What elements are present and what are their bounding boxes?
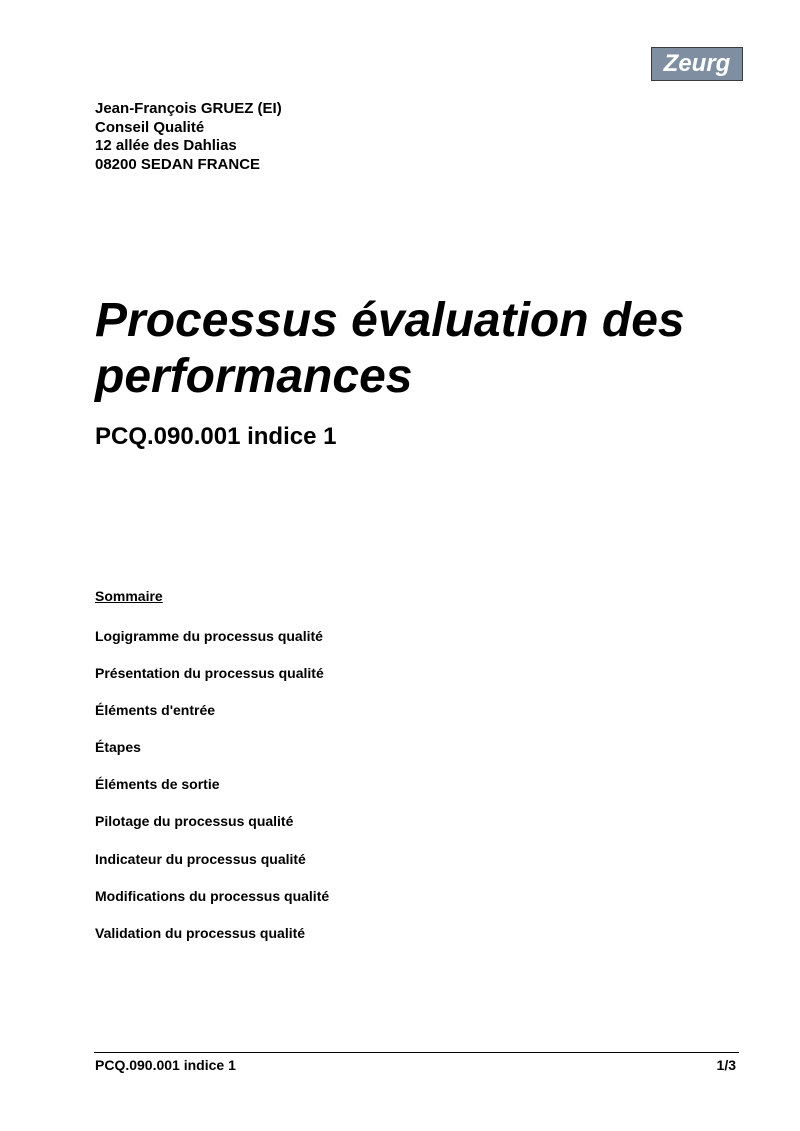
author-street: 12 allée des Dahlias [95,137,237,154]
toc-item-presentation: Présentation du processus qualité [95,665,324,682]
footer-divider [94,1052,739,1053]
page-number: 1/3 [716,1057,736,1073]
author-city: 08200 SEDAN FRANCE [95,155,261,173]
toc-item-etapes: Étapes [95,739,141,756]
toc-item-elements-entree: Éléments d'entrée [95,702,216,719]
footer-reference: PCQ.090.001 indice 1 [95,1057,236,1073]
document-reference: PCQ.090.001 indice 1 [95,423,337,450]
document-title: Processus évaluation des performances [95,294,685,403]
toc-item-indicateur: Indicateur du processus qualité [95,850,306,867]
toc-item-validation: Validation du processus qualité [95,924,306,941]
author-company: Conseil Qualité [95,118,205,136]
toc-heading: Sommaire [95,588,163,604]
author-address [95,100,282,174]
toc-item-pilotage: Pilotage du processus qualité [95,813,294,830]
table-of-contents [95,627,329,961]
author-name: Jean-François GRUEZ (EI) [95,100,282,117]
toc-item-modifications: Modifications du processus qualité [95,887,330,904]
toc-item-logigramme: Logigramme du processus qualité [95,628,323,644]
toc-item-elements-sortie: Éléments de sortie [95,776,220,793]
company-logo [651,47,743,81]
logo-text: Zeurg [663,50,731,77]
